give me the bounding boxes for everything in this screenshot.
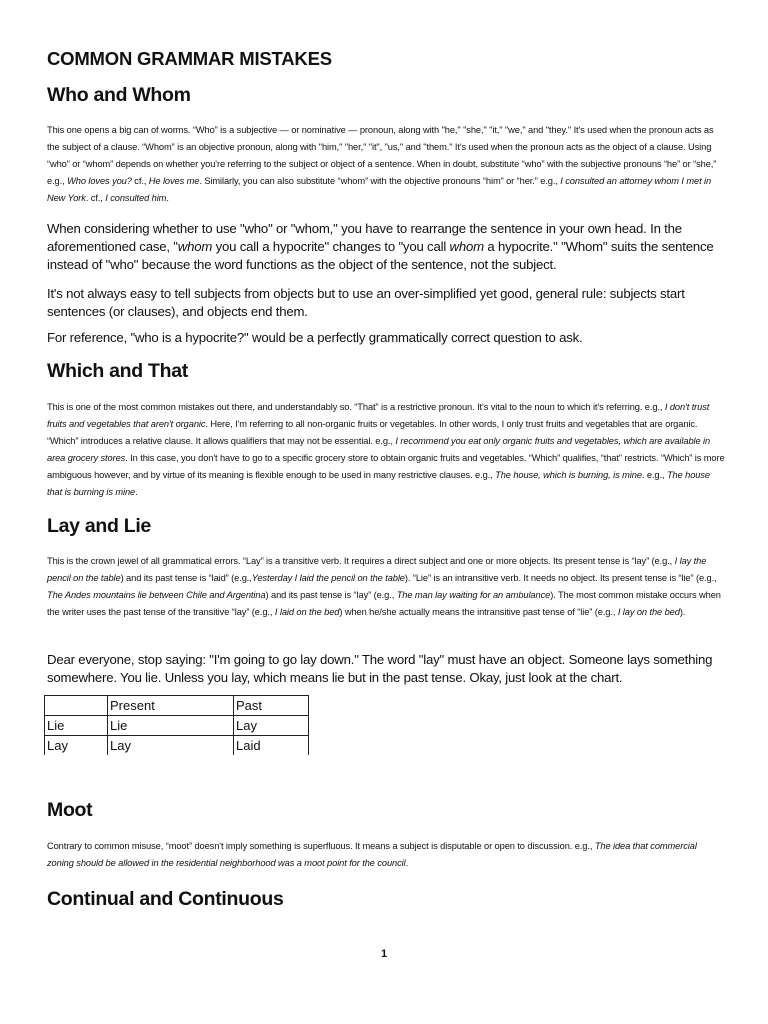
- which-that-paragraph: This is one of the most common mistakes out there, and understandably so. “That” is a restrictive pronoun. It's vital to the noun to which it's referring. e.g., I don't trust fruits and vegetables that aren't organic. Here, I'm referring to all non-organic fruits or vegetables. In other words, I only trust fruits and vegetables that are organic. “Which” introduces a relative clause. It allows qualifiers that may not be essential. e.g., I recommend you eat only organic fruits and vegetables, which are available in area grocery stores. In this case, you don't have to go to a specific grocery store to obtain organic fruits and vegetables. “Which” qualifies, “that” restricts. “Which” is more ambiguous however, and by virtue of its meaning is flexible enough to be used in many restrictive clauses. e.g., The house, which is burning, is mine. e.g., The house that is burning is mine.: [47, 402, 725, 497]
- table-cell: Lie: [45, 716, 108, 736]
- table-cell: Lay: [108, 736, 234, 756]
- lay-lie-table: [44, 695, 309, 755]
- who-whom-paragraph-4: For reference, "who is a hypocrite?" would be a perfectly grammatically correct question to ask.: [47, 330, 583, 345]
- table-row: [45, 736, 309, 756]
- table-header-row: [45, 696, 309, 716]
- table-header-cell: [45, 696, 108, 716]
- heading-who-and-whom: Who and Whom: [47, 84, 191, 106]
- table-header-cell: Present: [108, 696, 234, 716]
- lay-lie-paragraph-1: This is the crown jewel of all grammatical errors. “Lay” is a transitive verb. It requires a direct subject and one or more objects. Its present tense is “lay” (e.g., I lay the pencil on the table) and its past tense is “laid” (e.g.,Yesterday I laid the pencil on the table). “Lie” is an intransitive verb. It needs no object. Its present tense is “lie” (e.g., The Andes mountains lie between Chile and Argentina) and its past tense is “lay” (e.g., The man lay waiting for an ambulance). The most common mistake occurs when the writer uses the past tense of the transitive “lay” (e.g., I laid on the bed) when he/she actually means the intransitive past tense of “lie” (e.g., I lay on the bed).: [47, 556, 721, 617]
- who-whom-paragraph-2: When considering whether to use "who" or "whom," you have to rearrange the sentence in your own head. In the aforementioned case, "whom you call a hypocrite" changes to "you call whom a hypocrite." "Whom" suits the sentence instead of "who" because the word functions as the object of the sentence, not the subject.: [47, 221, 714, 272]
- document-title: COMMON GRAMMAR MISTAKES: [47, 48, 332, 69]
- who-whom-paragraph-3: It's not always easy to tell subjects from objects but to use an over-simplified yet good, general rule: subjects start sentences (or clauses), and objects end them.: [47, 286, 685, 319]
- table-cell: Lay: [234, 716, 309, 736]
- table-row: [45, 716, 309, 736]
- who-whom-paragraph-1: This one opens a big can of worms. “Who” is a subjective — or nominative — pronoun, along with "he," "she," "it," "we," and "they." It's used when the pronoun acts as the subject of a clause. “Whom” is an objective pronoun, along with "him," "her," "it", "us," and "them." It's used when the pronoun acts as the object of a clause. Using “who” or “whom” depends on whether you're referring to the subject or object of a sentence. When in doubt, substitute “who” with the subjective pronouns “he” or “she,” e.g., Who loves you? cf., He loves me. Similarly, you can also substitute “whom” with the objective pronouns “him” or “her.” e.g., I consulted an attorney whom I met in New York. cf., I consulted him.: [47, 125, 717, 203]
- moot-paragraph: Contrary to common misuse, “moot” doesn't imply something is superfluous. It means a subject is disputable or open to discussion. e.g., The idea that commercial zoning should be allowed in the residential neighborhood was a moot point for the council.: [47, 841, 697, 868]
- table-header-cell: Past: [234, 696, 309, 716]
- table-cell: Laid: [234, 736, 309, 756]
- heading-which-and-that: Which and That: [47, 360, 188, 382]
- heading-moot: Moot: [47, 799, 93, 821]
- table-cell: Lie: [108, 716, 234, 736]
- heading-continual-and-continuous: Continual and Continuous: [47, 888, 284, 910]
- page-number: 1: [380, 948, 388, 960]
- heading-lay-and-lie: Lay and Lie: [47, 515, 151, 537]
- table-cell: Lay: [45, 736, 108, 756]
- lay-lie-paragraph-2: Dear everyone, stop saying: "I'm going to go lay down." The word "lay" must have an object. Someone lays something somewhere. You lie. Unless you lay, which means lie but in the past tense. Okay, just look at the chart.: [47, 652, 713, 685]
